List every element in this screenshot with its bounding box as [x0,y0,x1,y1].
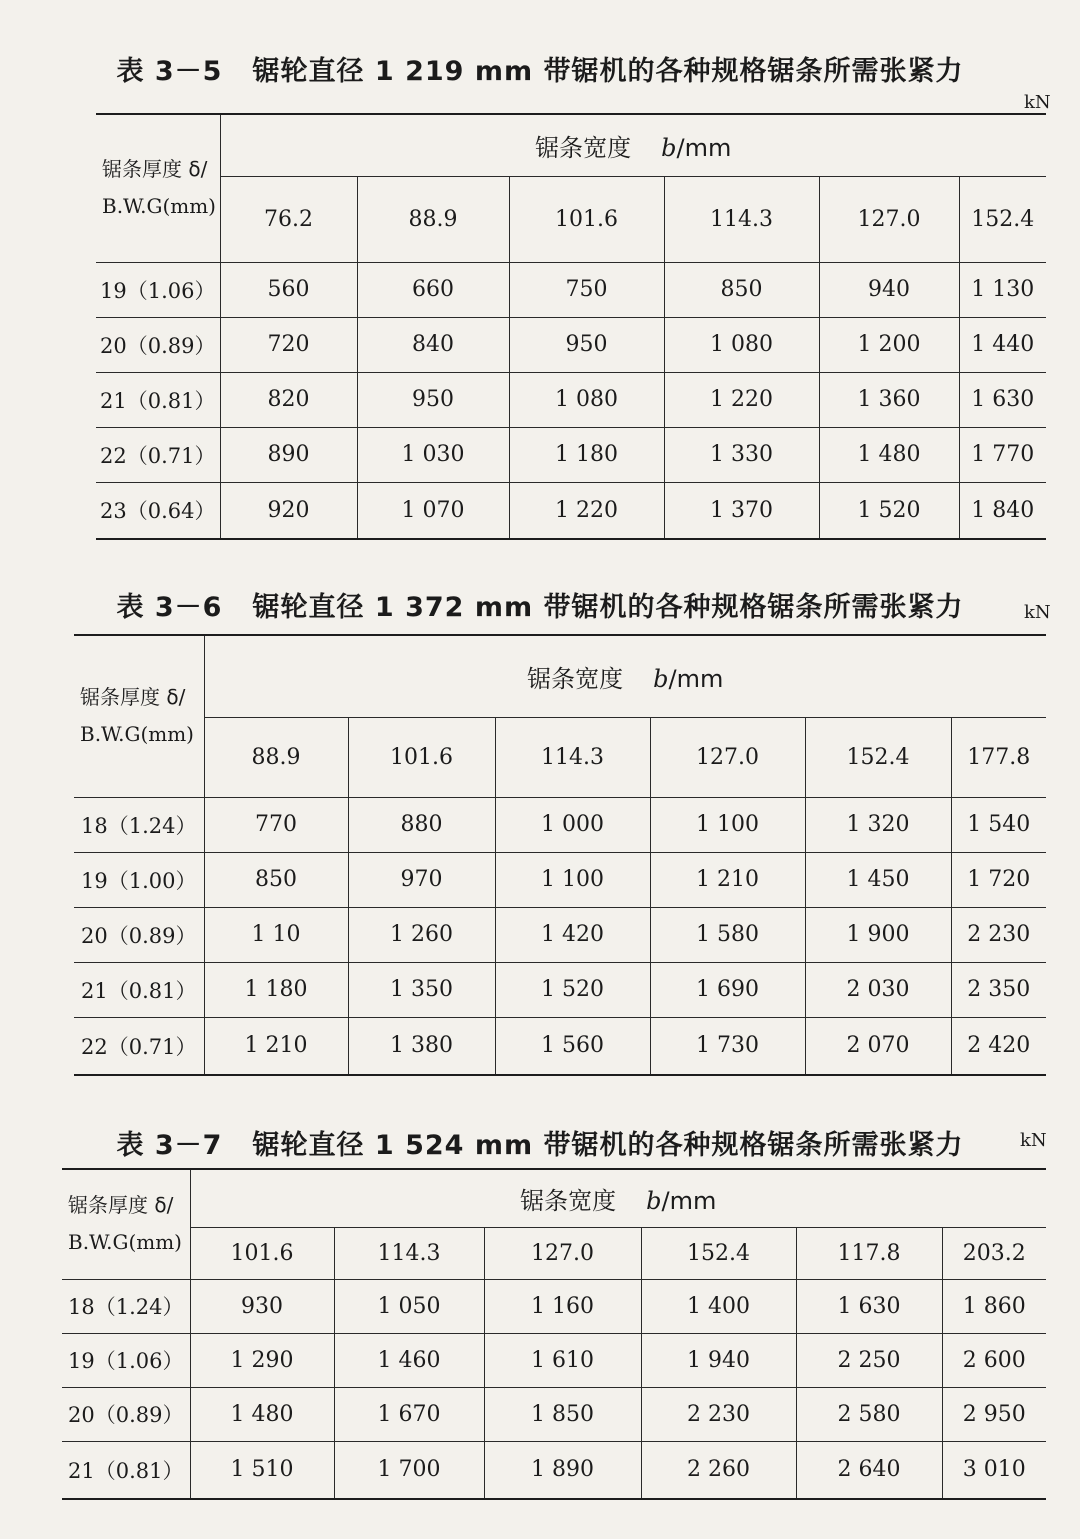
corner-header-gauge: B.W.G(mm) [68,1230,182,1255]
column-header: 177.8 [951,717,1046,797]
table-cell: 2 580 [796,1387,942,1441]
table-row [62,1387,1046,1441]
table-row [62,1333,1046,1387]
table-3-6 [74,634,1046,1076]
table-cell: 1 380 [348,1017,495,1075]
table-cell: 950 [509,317,664,372]
width-unit: /mm [676,133,732,162]
width-label: 锯条宽度 [527,664,624,693]
table-cell: 1 180 [204,962,348,1017]
table-cell: 1 700 [334,1441,484,1499]
table-cell: 1 610 [484,1333,641,1387]
table-cell: 850 [664,262,819,317]
row-label: 20（0.89） [96,317,220,372]
corner-header [74,635,204,797]
column-header: 101.6 [509,176,664,262]
table-row [74,797,1046,852]
table-cell: 2 250 [796,1333,942,1387]
column-header: 152.4 [959,176,1046,262]
table-cell: 1 070 [357,482,509,539]
table-cell: 1 080 [664,317,819,372]
table-row [62,1279,1046,1333]
table-cell: 1 940 [641,1333,796,1387]
table-3-7 [62,1168,1046,1500]
table-cell: 1 890 [484,1441,641,1499]
column-header: 101.6 [190,1227,334,1279]
row-label: 20（0.89） [74,907,204,962]
table-unit: kN [1024,92,1051,113]
table-cell: 2 420 [951,1017,1046,1075]
table-cell: 2 230 [641,1387,796,1441]
width-unit: /mm [661,1186,717,1215]
table-cell: 1 320 [805,797,951,852]
table-number: 表 3－7 [116,1129,223,1161]
table-cell: 1 580 [650,907,805,962]
table-title: 锯轮直径 1 524 mm 带锯机的各种规格锯条所需张紧力 [252,1129,964,1161]
table-cell: 1 100 [650,797,805,852]
width-label: 锯条宽度 [535,133,632,162]
column-header: 76.2 [220,176,357,262]
column-header: 114.3 [664,176,819,262]
table-cell: 1 000 [495,797,650,852]
table-cell: 970 [348,852,495,907]
column-header: 127.0 [819,176,959,262]
table-cell: 2 260 [641,1441,796,1499]
column-header: 152.4 [641,1227,796,1279]
table-cell: 1 290 [190,1333,334,1387]
table-cell: 1 050 [334,1279,484,1333]
table-cell: 1 770 [959,427,1046,482]
table-cell: 940 [819,262,959,317]
corner-header-thickness: 锯条厚度 δ/ [80,685,186,710]
table-number: 表 3－6 [116,591,223,623]
table-number: 表 3－5 [116,55,223,87]
table-cell: 880 [348,797,495,852]
corner-header-thickness: 锯条厚度 δ/ [102,157,208,182]
row-label: 21（0.81） [96,372,220,427]
table-cell: 750 [509,262,664,317]
table-row [74,907,1046,962]
table-cell: 660 [357,262,509,317]
table-cell: 1 420 [495,907,650,962]
table-cell: 1 100 [495,852,650,907]
table-row [96,262,1046,317]
table-cell: 1 480 [819,427,959,482]
table-cell: 1 180 [509,427,664,482]
corner-header-thickness: 锯条厚度 δ/ [68,1193,174,1218]
corner-header-gauge: B.W.G(mm) [80,722,194,747]
table-cell: 1 260 [348,907,495,962]
table-caption [0,1122,1080,1162]
row-label: 19（1.06） [96,262,220,317]
table-cell: 840 [357,317,509,372]
table-cell: 1 350 [348,962,495,1017]
table-cell: 1 480 [190,1387,334,1441]
table-cell: 1 510 [190,1441,334,1499]
table-cell: 920 [220,482,357,539]
table-caption [0,584,1080,624]
table-cell: 1 400 [641,1279,796,1333]
table-cell: 1 200 [819,317,959,372]
table-cell: 1 840 [959,482,1046,539]
width-symbol: b [661,133,677,162]
table-cell: 950 [357,372,509,427]
table-cell: 1 670 [334,1387,484,1441]
table-cell: 1 080 [509,372,664,427]
column-header: 117.8 [796,1227,942,1279]
column-header: 152.4 [805,717,951,797]
row-label: 18（1.24） [74,797,204,852]
table-caption [0,48,1080,88]
table-title: 锯轮直径 1 372 mm 带锯机的各种规格锯条所需张紧力 [252,591,964,623]
table-unit: kN [1024,602,1051,623]
column-header: 101.6 [348,717,495,797]
row-label: 21（0.81） [74,962,204,1017]
table-cell: 1 900 [805,907,951,962]
row-label: 19（1.00） [74,852,204,907]
table-cell: 1 850 [484,1387,641,1441]
table-cell: 1 450 [805,852,951,907]
table-cell: 1 630 [959,372,1046,427]
row-label: 23（0.64） [96,482,220,539]
table-unit: kN [1020,1130,1047,1151]
column-header: 114.3 [495,717,650,797]
table-cell: 1 030 [357,427,509,482]
table-row [74,962,1046,1017]
table-cell: 1 210 [204,1017,348,1075]
table-cell: 1 690 [650,962,805,1017]
column-header: 114.3 [334,1227,484,1279]
table-cell: 3 010 [942,1441,1046,1499]
table-cell: 1 630 [796,1279,942,1333]
width-label: 锯条宽度 [520,1186,617,1215]
table-row [96,372,1046,427]
column-header: 203.2 [942,1227,1046,1279]
table-cell: 1 370 [664,482,819,539]
table-cell: 1 220 [664,372,819,427]
table-cell: 2 600 [942,1333,1046,1387]
table-cell: 720 [220,317,357,372]
table-cell: 1 720 [951,852,1046,907]
table-cell: 2 230 [951,907,1046,962]
table-cell: 1 330 [664,427,819,482]
table-cell: 1 440 [959,317,1046,372]
table-cell: 1 160 [484,1279,641,1333]
table-cell: 890 [220,427,357,482]
table-cell: 1 520 [495,962,650,1017]
table-row [96,317,1046,372]
table-cell: 1 730 [650,1017,805,1075]
table-cell: 2 950 [942,1387,1046,1441]
column-header: 88.9 [204,717,348,797]
table-cell: 820 [220,372,357,427]
table-cell: 1 220 [509,482,664,539]
table-cell: 1 10 [204,907,348,962]
row-label: 20（0.89） [62,1387,190,1441]
table-cell: 770 [204,797,348,852]
table-row [96,482,1046,539]
corner-header [96,114,220,262]
table-cell: 2 030 [805,962,951,1017]
column-header: 127.0 [484,1227,641,1279]
width-header [220,114,1046,176]
table-cell: 1 130 [959,262,1046,317]
table-title: 锯轮直径 1 219 mm 带锯机的各种规格锯条所需张紧力 [252,55,964,87]
row-label: 22（0.71） [74,1017,204,1075]
table-cell: 560 [220,262,357,317]
row-label: 21（0.81） [62,1441,190,1499]
table-row [74,1017,1046,1075]
table-cell: 1 860 [942,1279,1046,1333]
table-row [74,852,1046,907]
row-label: 19（1.06） [62,1333,190,1387]
width-header [204,635,1046,717]
table-cell: 1 460 [334,1333,484,1387]
table-cell: 1 360 [819,372,959,427]
row-label: 22（0.71） [96,427,220,482]
table-cell: 930 [190,1279,334,1333]
width-symbol: b [646,1186,662,1215]
width-header [190,1169,1046,1227]
corner-header-gauge: B.W.G(mm) [102,194,216,219]
table-cell: 850 [204,852,348,907]
table-cell: 1 520 [819,482,959,539]
corner-header [62,1169,190,1279]
table-row [62,1441,1046,1499]
column-header: 88.9 [357,176,509,262]
table-cell: 1 560 [495,1017,650,1075]
row-label: 18（1.24） [62,1279,190,1333]
width-unit: /mm [668,664,724,693]
column-header: 127.0 [650,717,805,797]
table-cell: 2 070 [805,1017,951,1075]
table-cell: 2 640 [796,1441,942,1499]
width-symbol: b [653,664,669,693]
table-3-5 [96,113,1046,540]
table-cell: 2 350 [951,962,1046,1017]
table-row [96,427,1046,482]
table-cell: 1 540 [951,797,1046,852]
table-cell: 1 210 [650,852,805,907]
